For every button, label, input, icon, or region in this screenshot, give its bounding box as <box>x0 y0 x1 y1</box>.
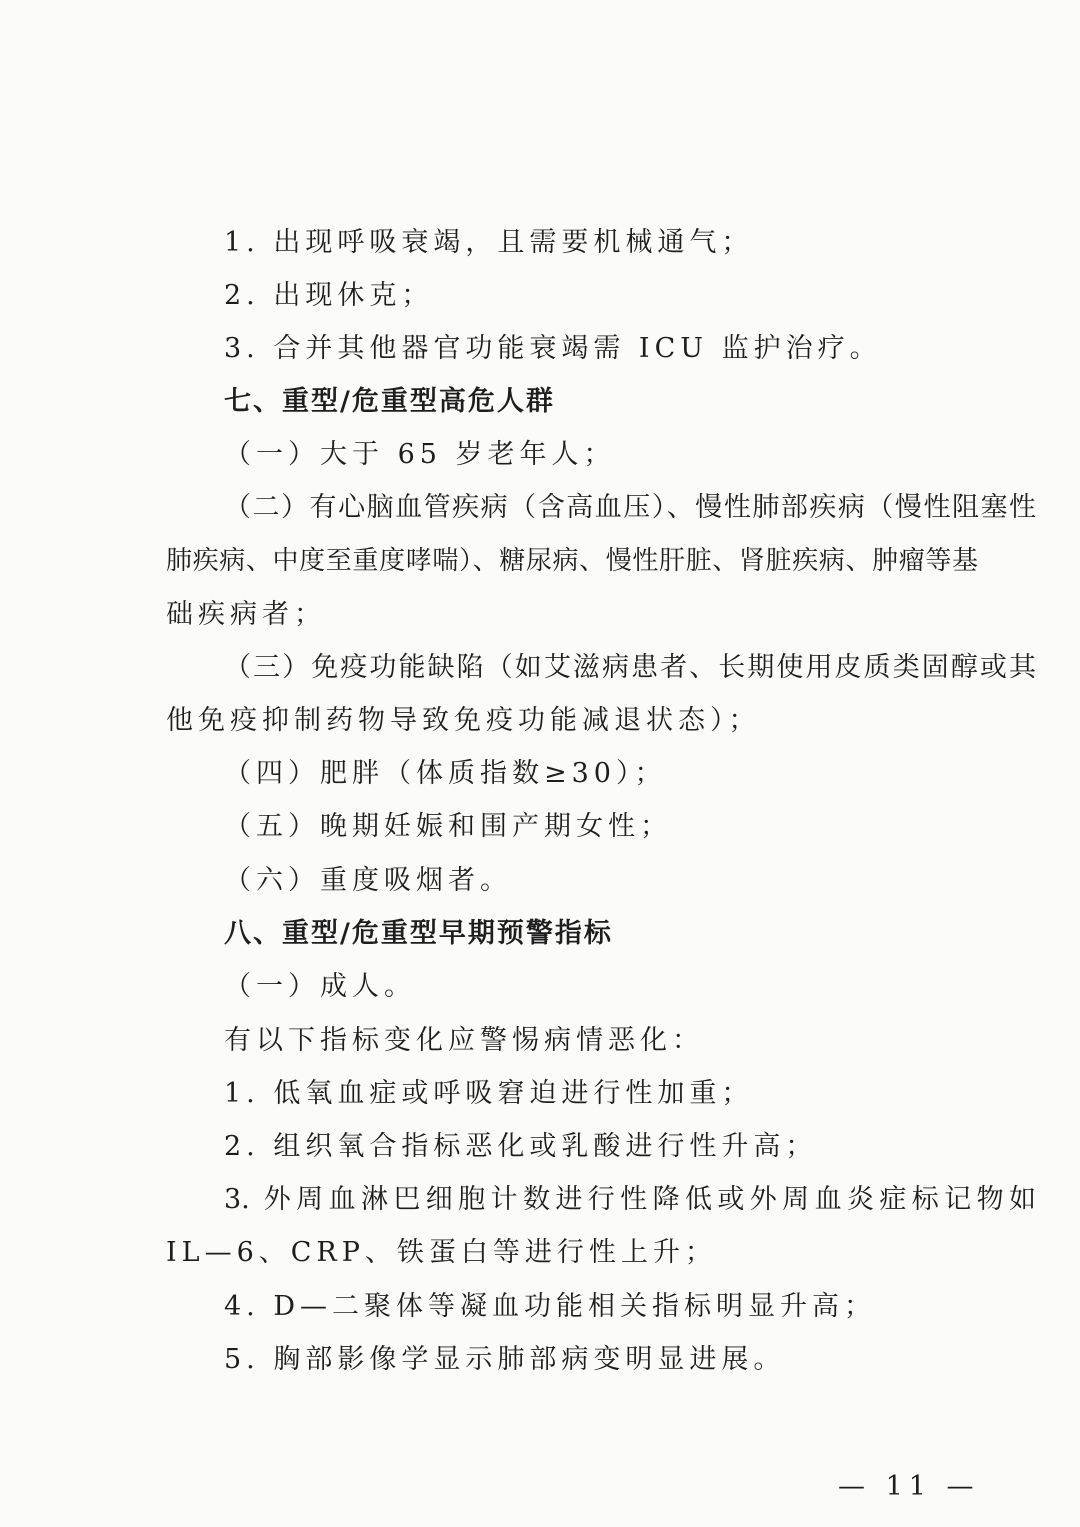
risk-group-heavy-smokers: （六）重度吸烟者。 <box>224 865 512 896</box>
risk-group-immunodeficiency-line-1: （三）免疫功能缺陷（如艾滋病患者、长期使用皮质类固醇或其 <box>224 652 1036 683</box>
warning-hypoxemia: 1. 低氧血症或呼吸窘迫进行性加重； <box>224 1078 754 1109</box>
criterion-organ-failure: 3. 合并其他器官功能衰竭需 ICU 监护治疗。 <box>224 333 882 364</box>
page-number: — 11 — <box>838 1471 980 1502</box>
risk-group-immunodeficiency-line-2: 他免疫抑制药物导致免疫功能减退状态）； <box>166 705 761 736</box>
warning-lymphocyte-line-1: 3. 外周血淋巴细胞计数进行性降低或外周血炎症标记物如 <box>224 1184 1036 1215</box>
risk-group-chronic-disease-line-3: 础疾病者； <box>166 599 326 630</box>
warning-chest-imaging: 5. 胸部影像学显示肺部病变明显进展。 <box>224 1344 786 1375</box>
risk-group-chronic-disease-line-1: （二）有心脑血管疾病（含高血压）、慢性肺部疾病（慢性阻塞性 <box>224 492 1036 523</box>
section-heading-early-warning: 八、重型/危重型早期预警指标 <box>224 918 613 949</box>
warning-intro: 有以下指标变化应警惕病情恶化： <box>224 1025 704 1056</box>
warning-oxygenation: 2. 组织氧合指标恶化或乳酸进行性升高； <box>224 1131 818 1162</box>
section-heading-high-risk-groups: 七、重型/危重型高危人群 <box>224 386 555 417</box>
criterion-respiratory-failure: 1. 出现呼吸衰竭，且需要机械通气； <box>224 227 754 258</box>
criterion-shock: 2. 出现休克； <box>224 280 434 311</box>
risk-group-chronic-disease-line-2: 肺疾病、中度至重度哮喘）、糖尿病、慢性肝脏、肾脏疾病、肿瘤等基 <box>166 546 978 576</box>
risk-group-obesity: （四）肥胖（体质指数≥30）； <box>224 758 667 789</box>
subsection-adults: （一）成人。 <box>224 971 416 1002</box>
risk-group-pregnancy: （五）晚期妊娠和围产期女性； <box>224 811 672 842</box>
warning-lymphocyte-line-2: IL—6、CRP、铁蛋白等进行性上升； <box>166 1237 717 1268</box>
warning-d-dimer: 4. D—二聚体等凝血功能相关指标明显升高； <box>224 1291 876 1322</box>
risk-group-elderly: （一）大于 65 岁老年人； <box>224 439 616 470</box>
